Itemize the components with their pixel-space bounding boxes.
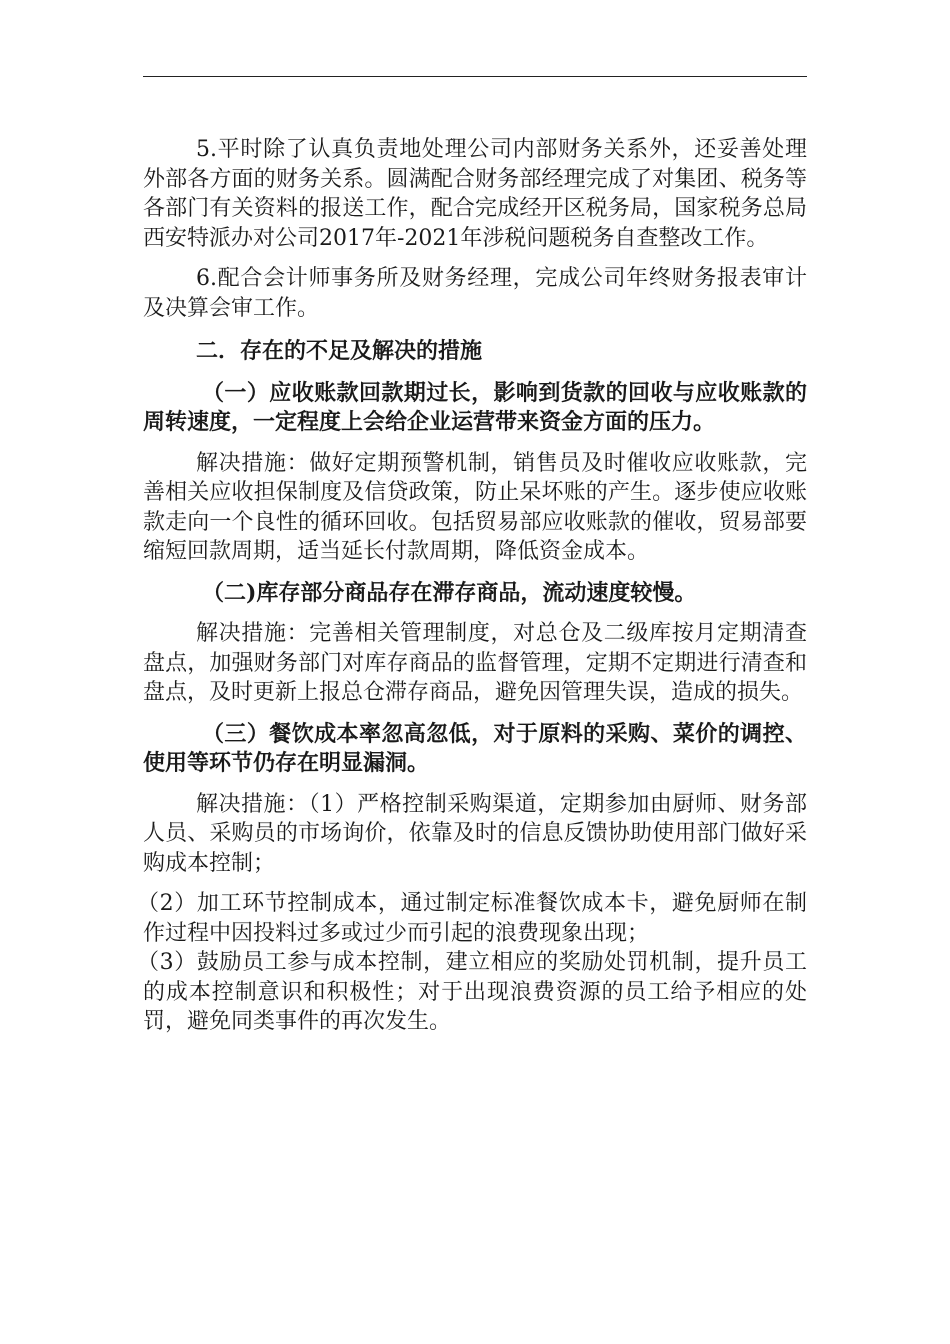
paragraph-item-6: 6.配合会计师事务所及财务经理，完成公司年终财务报表审计及决算会审工作。	[143, 266, 807, 321]
subheading-1: （一）应收账款回款期过长，影响到货款的回收与应收账款的周转速度，一定程度上会给企业运营带来资金方面的压力。	[143, 379, 807, 435]
solution-paragraph-1: 解决措施：做好定期预警机制，销售员及时催收应收账款，完善相关应收担保制度及信贷政策，防止呆坏账的产生。逐步使应收账款走向一个良性的循环回收。包括贸易部应收账款的催收，贸易部要缩短回款周期，适当延长付款周期，降低资金成本。	[143, 450, 807, 564]
header-rule	[143, 76, 807, 77]
paragraph-item-5: 5.平时除了认真负责地处理公司内部财务关系外，还妥善处理外部各方面的财务关系。圆满配合财务部经理完成了对集团、税务等各部门有关资料的报送工作，配合完成经开区税务局，国家税务总局西安特派办对公司2017年-2021年涉税问题税务自查整改工作。	[143, 137, 807, 251]
section-heading-2: 二．存在的不足及解决的措施	[196, 338, 483, 364]
subheading-3: （三）餐饮成本率忽高忽低，对于原料的采购、菜价的调控、使用等环节仍存在明显漏洞。	[143, 720, 807, 776]
subheading-2: （二)库存部分商品存在滞存商品，流动速度较慢。	[202, 579, 697, 606]
document-body	[137, 135, 807, 1037]
solution-paragraph-3-step-1: 解决措施：（1）严格控制采购渠道，定期参加由厨师、财务部人员、采购员的市场询价，依靠及时的信息反馈协助使用部门做好采购成本控制；	[143, 791, 807, 876]
solution-paragraph-3-step-3: （3）鼓励员工参与成本控制，建立相应的奖励处罚机制，提升员工的成本控制意识和积极性；对于出现浪费资源的员工给予相应的处罚，避免同类事件的再次发生。	[137, 950, 807, 1034]
solution-paragraph-2: 解决措施：完善相关管理制度，对总仓及二级库按月定期清查盘点，加强财务部门对库存商品的监督管理，定期不定期进行清查和盘点，及时更新上报总仓滞存商品，避免因管理失误，造成的损失。	[143, 621, 807, 705]
solution-paragraph-3-step-2: （2）加工环节控制成本，通过制定标准餐饮成本卡，避免厨师在制作过程中因投料过多或过少而引起的浪费现象出现；	[137, 891, 807, 946]
